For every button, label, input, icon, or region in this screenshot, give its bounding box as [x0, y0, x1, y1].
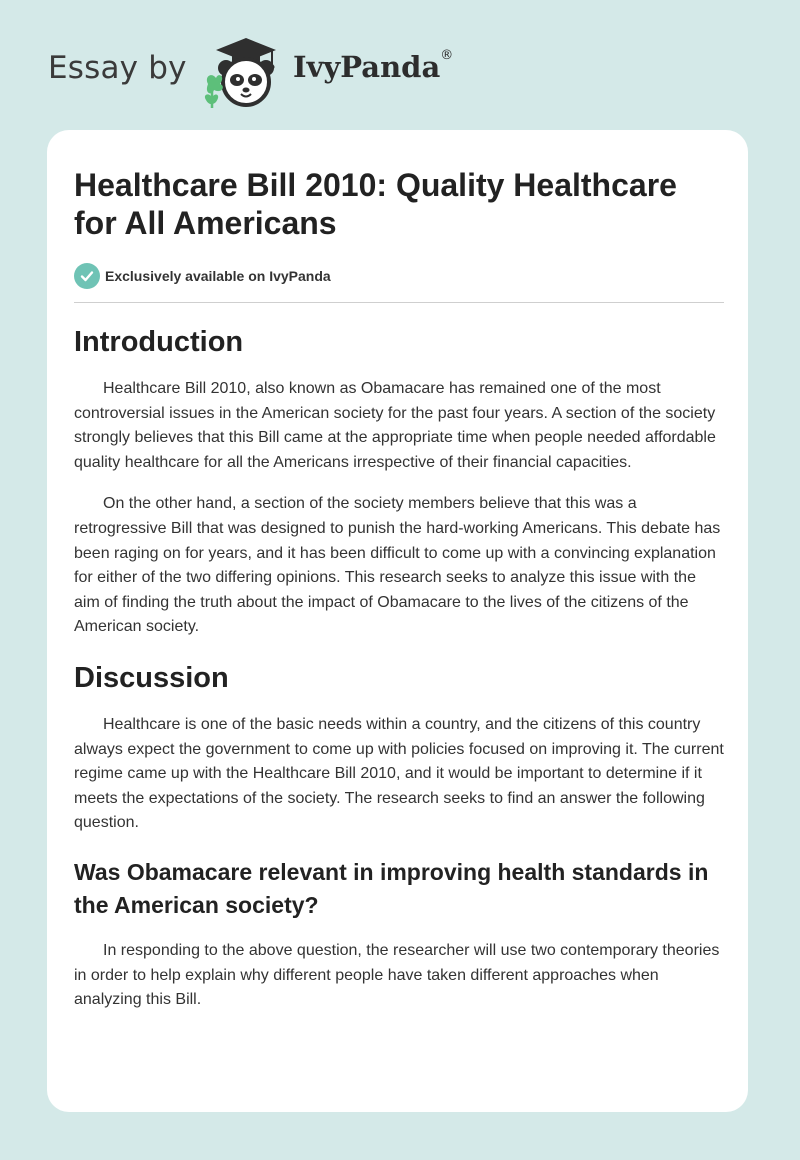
brand-prefix: Essay by: [48, 50, 187, 86]
exclusive-badge: [74, 262, 721, 290]
question-paragraph-1: In responding to the above question, the researcher will use two contemporary theories in order to help explain why different people have taken different approaches when analyzing this Bill.: [74, 941, 720, 1009]
article-card: [47, 130, 748, 1112]
panda-graduate-icon: [202, 32, 290, 112]
heading-discussion: Discussion: [74, 661, 229, 694]
article-title: Healthcare Bill 2010: Quality Healthcare for All Americans: [74, 167, 677, 241]
brand-name: [293, 50, 453, 84]
intro-paragraph-2: On the other hand, a section of the society members believe that this was a retrogressive Bill that was designed to punish the hard-working Americans. This debate has been raging on for years, and it has been difficult to come up with a convincing explanation for either of the two differing opinions. This research seeks to analyze this issue with the aim of finding the truth about the impact of Obamacare to the lives of the citizens of the American society.: [74, 495, 721, 636]
heading-question: Was Obamacare relevant in improving health standards in the American society?: [74, 858, 709, 918]
discussion-paragraph-1: Healthcare is one of the basic needs within a country, and the citizens of this country always expect the government to come up with policies focused on improving it. The current regime came up with the Healthcare Bill 2010, and it would be important to determine if it meets the expectations of the society. The research seeks to find an answer the following question.: [74, 715, 724, 832]
check-icon: [74, 263, 100, 289]
exclusive-label: Exclusively available on IvyPanda: [105, 268, 331, 284]
heading-introduction: Introduction: [74, 326, 244, 358]
site-brand[interactable]: [48, 32, 508, 112]
intro-paragraph-1: Healthcare Bill 2010, also known as Obamacare has remained one of the most controversial issues in the American society for the past four years. A section of the society strongly believes that this Bill came at the appropriate time when people needed affordable quality healthcare for all the Americans irrespective of their financial capacities.: [74, 380, 716, 471]
brand-name-text: IvyPanda: [293, 50, 441, 84]
title-divider: [74, 302, 724, 303]
registered-mark: ®: [440, 48, 454, 63]
